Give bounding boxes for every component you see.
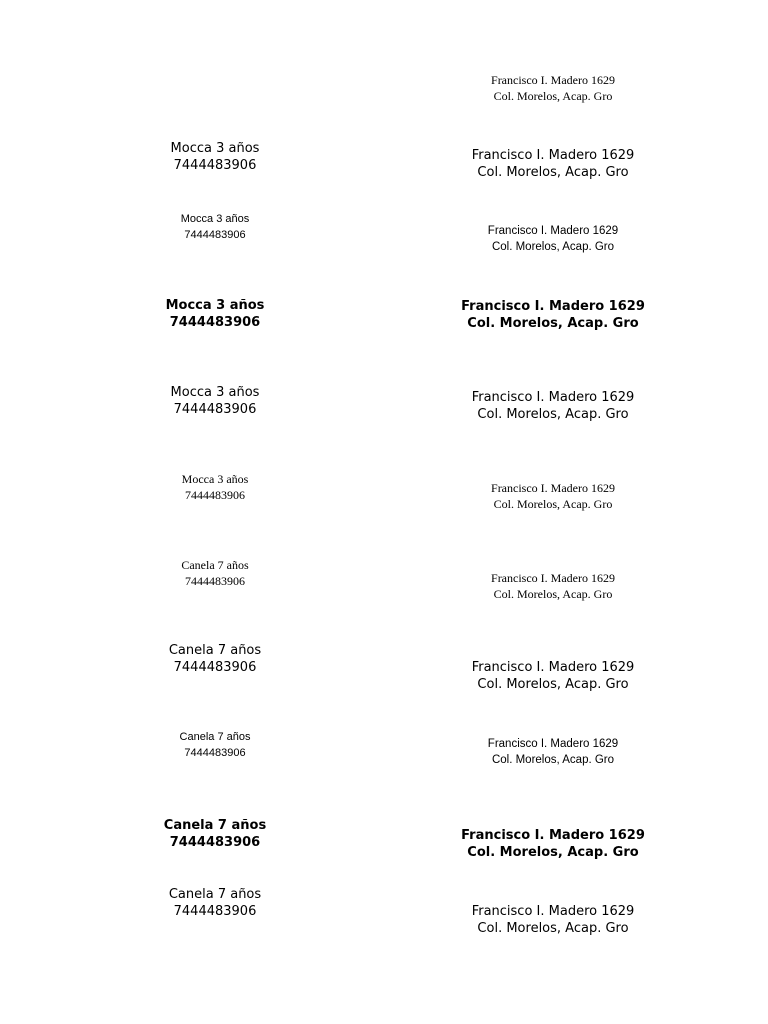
pet-label-9 bbox=[180, 729, 251, 761]
pet-label-6 bbox=[182, 471, 249, 503]
neighborhood-text: Col. Morelos, Acap. Gro bbox=[477, 165, 629, 180]
phone-text: 7444483906 bbox=[173, 904, 257, 919]
address-label-5 bbox=[472, 389, 635, 423]
address-label-4 bbox=[461, 298, 645, 332]
phone-text: 7444483906 bbox=[169, 315, 261, 330]
neighborhood-text: Col. Morelos, Acap. Gro bbox=[477, 677, 629, 692]
address-label-11 bbox=[472, 903, 635, 937]
street-text: Francisco I. Madero 1629 bbox=[461, 299, 645, 314]
pet-label-8 bbox=[169, 642, 261, 676]
neighborhood-text: Col. Morelos, Acap. Gro bbox=[493, 89, 613, 103]
pet-name-text: Mocca 3 años bbox=[165, 298, 265, 313]
pet-label-11 bbox=[169, 886, 261, 920]
street-text: Francisco I. Madero 1629 bbox=[491, 73, 615, 87]
address-label-10 bbox=[461, 827, 645, 861]
neighborhood-text: Col. Morelos, Acap. Gro bbox=[467, 316, 639, 331]
pet-label-10 bbox=[164, 817, 266, 851]
pet-label-5 bbox=[171, 384, 260, 418]
address-label-7 bbox=[491, 570, 615, 602]
pet-name-text: Canela 7 años bbox=[168, 887, 262, 902]
address-label-6 bbox=[491, 480, 615, 512]
street-text: Francisco I. Madero 1629 bbox=[471, 904, 635, 919]
phone-text: 7444483906 bbox=[184, 747, 246, 759]
neighborhood-text: Col. Morelos, Acap. Gro bbox=[493, 497, 613, 511]
phone-text: 7444483906 bbox=[169, 835, 261, 850]
neighborhood-text: Col. Morelos, Acap. Gro bbox=[491, 241, 615, 253]
street-text: Francisco I. Madero 1629 bbox=[491, 571, 615, 585]
neighborhood-text: Col. Morelos, Acap. Gro bbox=[491, 754, 615, 766]
pet-name-text: Canela 7 años bbox=[179, 731, 251, 743]
phone-text: 7444483906 bbox=[184, 229, 246, 241]
street-text: Francisco I. Madero 1629 bbox=[471, 148, 635, 163]
address-label-1 bbox=[491, 72, 615, 104]
phone-text: 7444483906 bbox=[173, 660, 257, 675]
address-label-2 bbox=[472, 147, 635, 181]
pet-name-text: Canela 7 años bbox=[181, 558, 249, 572]
pet-name-text: Mocca 3 años bbox=[170, 141, 260, 156]
address-label-8 bbox=[472, 659, 635, 693]
phone-text: 7444483906 bbox=[185, 574, 245, 588]
phone-text: 7444483906 bbox=[173, 158, 257, 173]
neighborhood-text: Col. Morelos, Acap. Gro bbox=[477, 921, 629, 936]
street-text: Francisco I. Madero 1629 bbox=[471, 660, 635, 675]
street-text: Francisco I. Madero 1629 bbox=[491, 481, 615, 495]
street-text: Francisco I. Madero 1629 bbox=[471, 390, 635, 405]
pet-name-text: Canela 7 años bbox=[163, 818, 267, 833]
street-text: Francisco I. Madero 1629 bbox=[461, 828, 645, 843]
pet-name-text: Canela 7 años bbox=[168, 643, 262, 658]
phone-text: 7444483906 bbox=[173, 402, 257, 417]
pet-label-7 bbox=[181, 557, 248, 589]
neighborhood-text: Col. Morelos, Acap. Gro bbox=[493, 587, 613, 601]
address-label-3 bbox=[488, 223, 618, 255]
pet-label-4 bbox=[166, 297, 265, 331]
phone-text: 7444483906 bbox=[185, 488, 245, 502]
pet-name-text: Mocca 3 años bbox=[181, 472, 249, 486]
pet-label-3 bbox=[181, 211, 249, 243]
street-text: Francisco I. Madero 1629 bbox=[487, 225, 619, 237]
pet-name-text: Mocca 3 años bbox=[170, 385, 260, 400]
street-text: Francisco I. Madero 1629 bbox=[487, 738, 619, 750]
neighborhood-text: Col. Morelos, Acap. Gro bbox=[467, 845, 639, 860]
address-label-9 bbox=[488, 736, 618, 768]
pet-label-2 bbox=[171, 140, 260, 174]
pet-name-text: Mocca 3 años bbox=[180, 213, 250, 225]
neighborhood-text: Col. Morelos, Acap. Gro bbox=[477, 407, 629, 422]
